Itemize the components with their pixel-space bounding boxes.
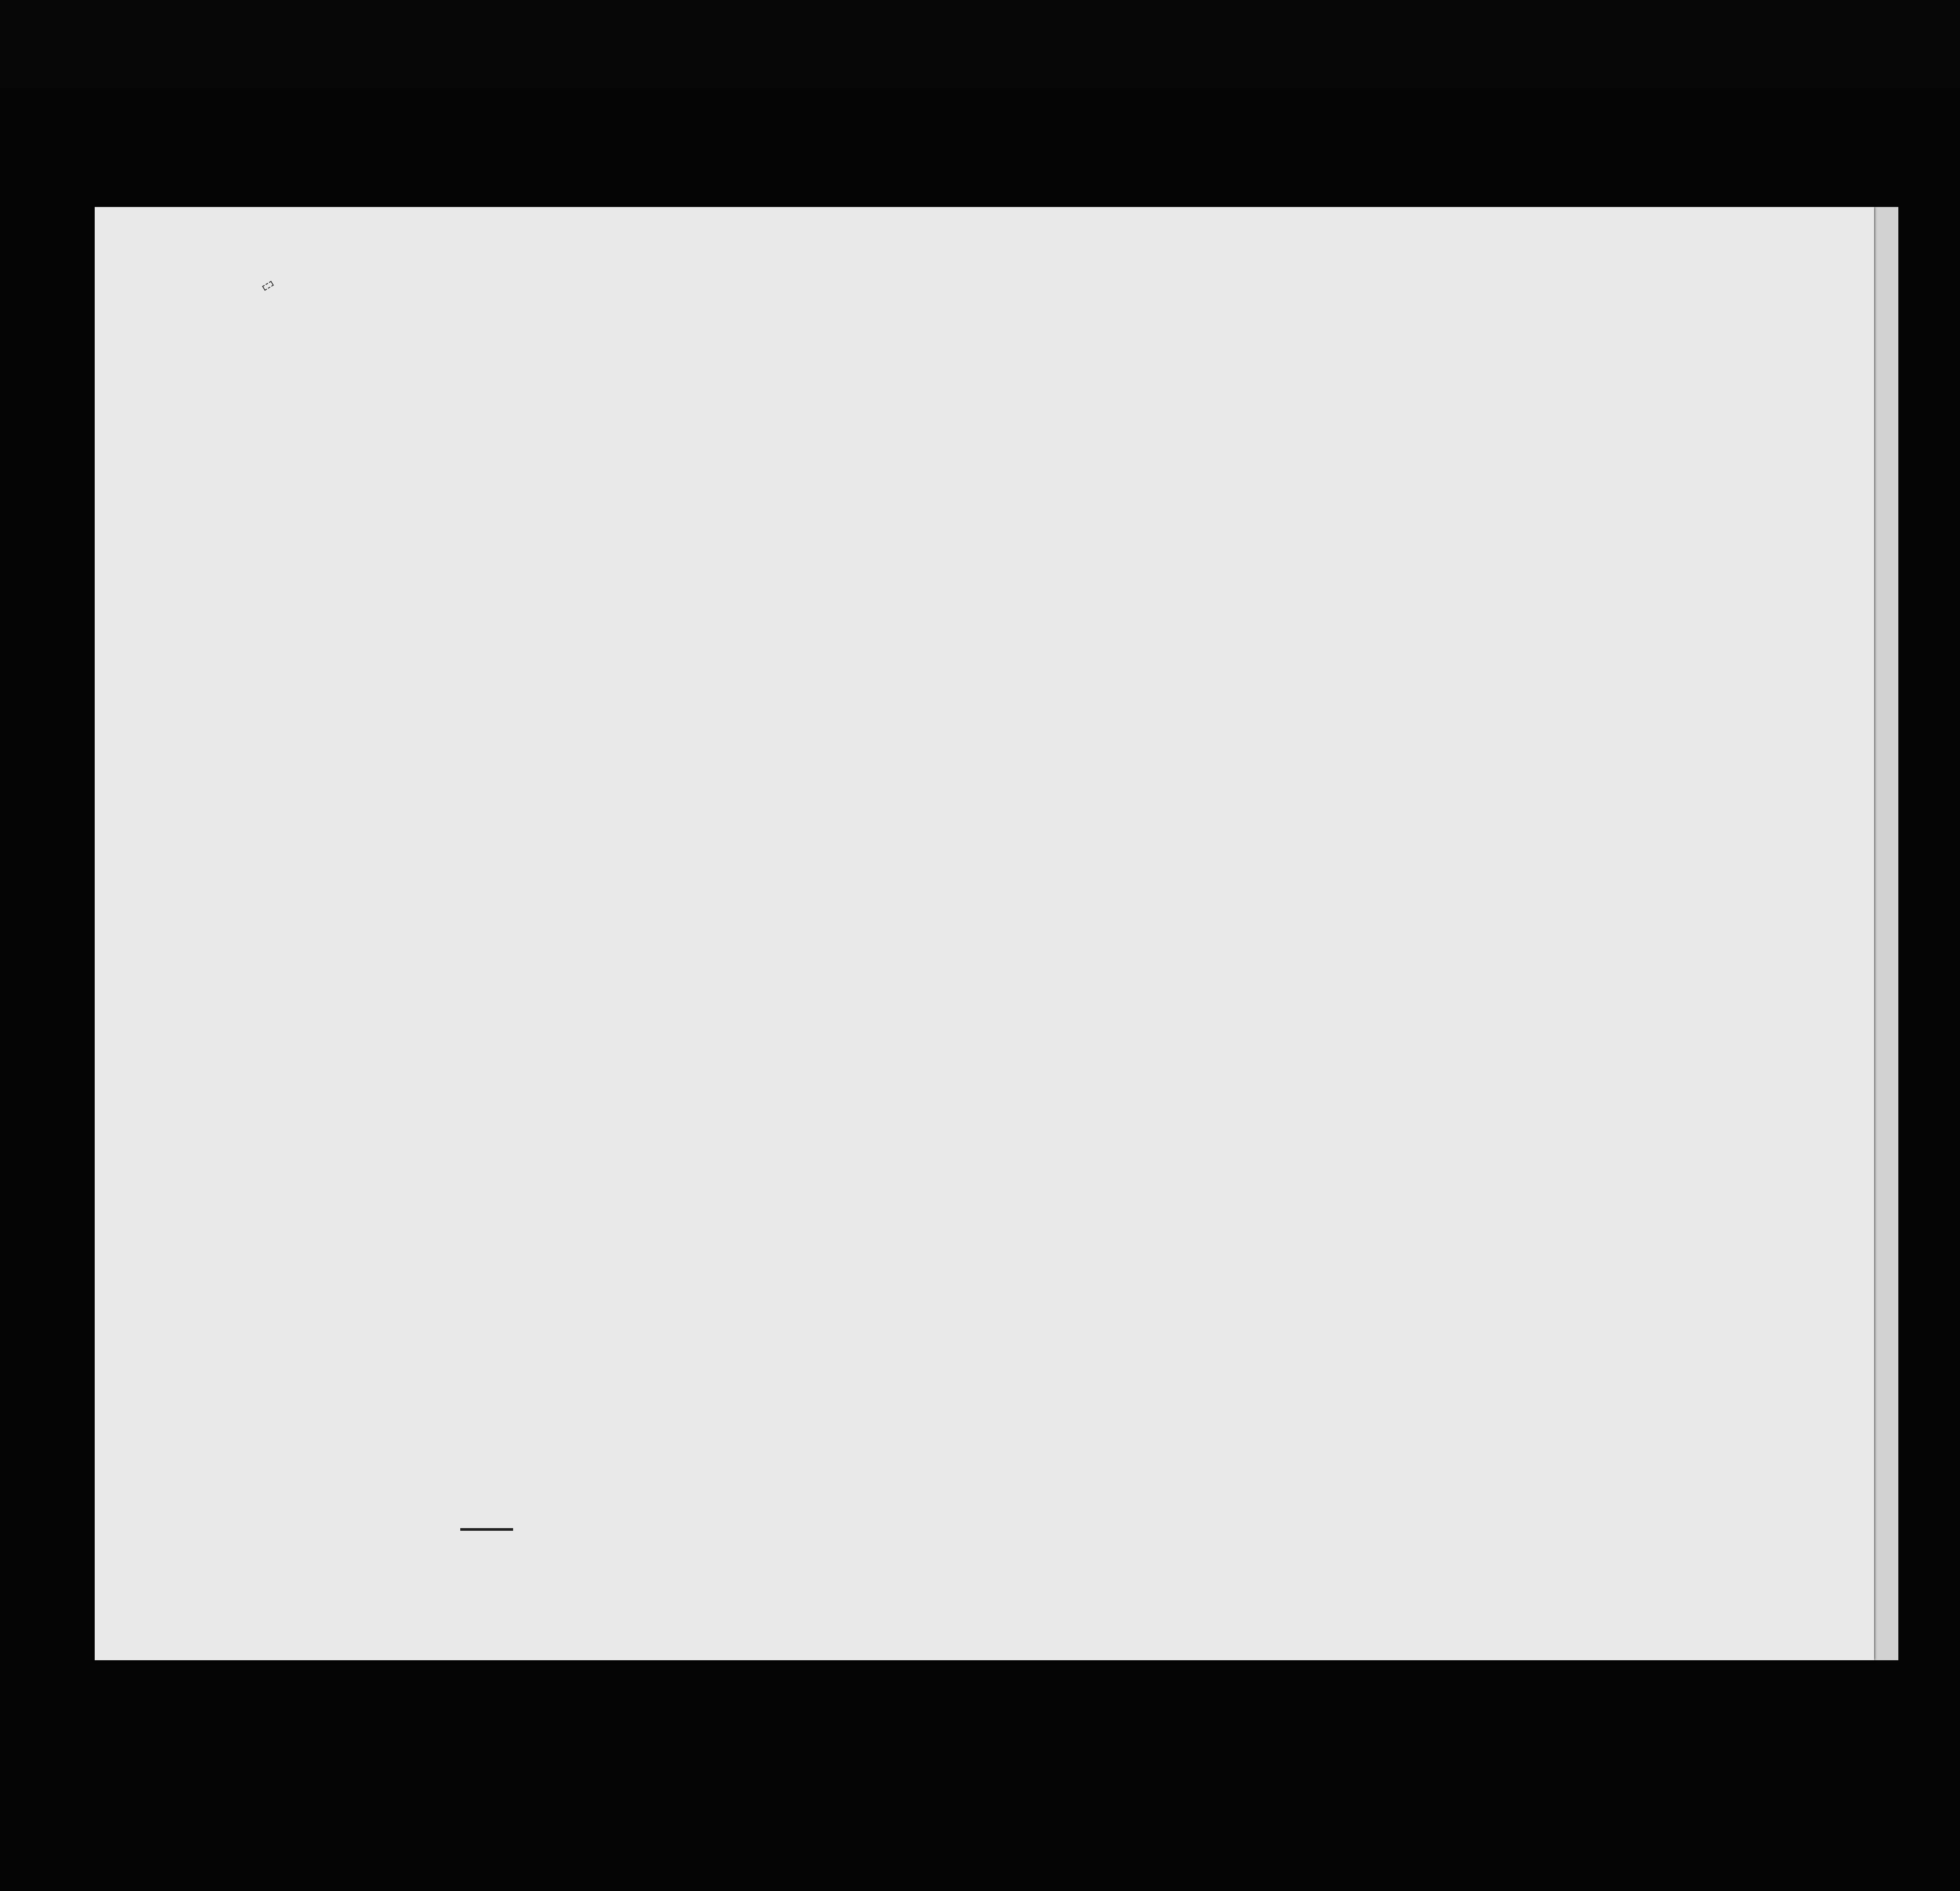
sailing-row xyxy=(403,348,1856,374)
aliens-value xyxy=(460,1530,513,1531)
film-strip xyxy=(0,0,1960,88)
totals-block xyxy=(297,1528,513,1531)
table-grid xyxy=(95,207,1874,1660)
sheet-next-page-edge xyxy=(1874,207,1898,1660)
aliens-row xyxy=(297,1530,513,1531)
manifest-sheet xyxy=(95,207,1874,1660)
